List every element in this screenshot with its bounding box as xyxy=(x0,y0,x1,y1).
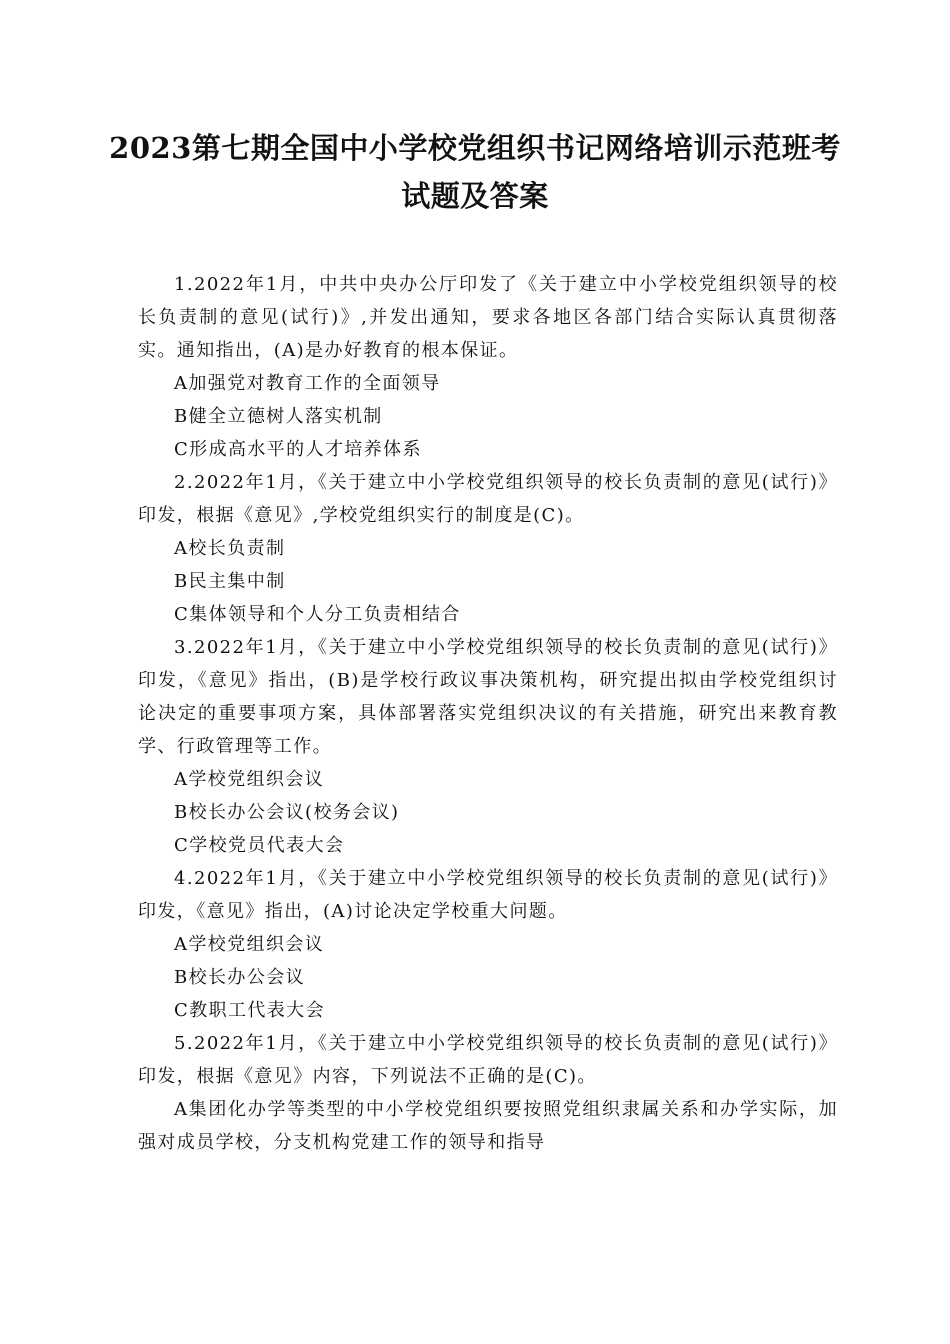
question-1-option-b: B健全立德树人落实机制 xyxy=(174,406,383,427)
question-3-text: 3.2022年1月，《关于建立中小学校党组织领导的校长负责制的意见(试行)》印发，《意见》指出，(B)是学校行政议事决策机构，研究提出拟由学校党组织讨论决定的重要事项方案，具体部署落实党组织决议的有关措施，研究出来教育教学、行政管理等工作。 xyxy=(138,637,838,757)
question-2-option-c: C集体领导和个人分工负责相结合 xyxy=(174,604,461,625)
question-2-option-b: B民主集中制 xyxy=(174,571,286,592)
question-4-option-a: A学校党组织会议 xyxy=(174,934,325,955)
question-2-text: 2.2022年1月，《关于建立中小学校党组织领导的校长负责制的意见(试行)》印发，根据《意见》,学校党组织实行的制度是(C)。 xyxy=(138,472,838,526)
document-title-line-2: 试题及答案 xyxy=(401,179,549,213)
question-4-option-b: B校长办公会议 xyxy=(174,967,306,988)
question-1-option-c: C形成高水平的人才培养体系 xyxy=(174,439,422,460)
question-5-option-a: A集团化办学等类型的中小学校党组织要按照党组织隶属关系和办学实际，加强对成员学校，分支机构党建工作的领导和指导 xyxy=(138,1099,838,1153)
question-4-option-c: C教职工代表大会 xyxy=(174,1000,325,1021)
question-3-option-b: B校长办公会议(校务会议) xyxy=(174,802,400,823)
question-list xyxy=(138,268,838,1159)
question-2-option-a: A校长负责制 xyxy=(174,538,286,559)
document-title-line-1: 2023第七期全国中小学校党组织书记网络培训示范班考 xyxy=(109,131,841,165)
question-4-text: 4.2022年1月，《关于建立中小学校党组织领导的校长负责制的意见(试行)》印发，《意见》指出，(A)讨论决定学校重大问题。 xyxy=(138,868,838,922)
question-1-text: 1.2022年1月，中共中央办公厅印发了《关于建立中小学校党组织领导的校长负责制的意见(试行)》,并发出通知，要求各地区各部门结合实际认真贯彻落实。通知指出，(A)是办好教育的根本保证。 xyxy=(138,274,838,361)
question-3-option-c: C学校党员代表大会 xyxy=(174,835,345,856)
question-5-text: 5.2022年1月，《关于建立中小学校党组织领导的校长负责制的意见(试行)》印发，根据《意见》内容，下列说法不正确的是(C)。 xyxy=(138,1033,838,1087)
question-3-option-a: A学校党组织会议 xyxy=(174,769,325,790)
question-1-option-a: A加强党对教育工作的全面领导 xyxy=(174,373,441,394)
